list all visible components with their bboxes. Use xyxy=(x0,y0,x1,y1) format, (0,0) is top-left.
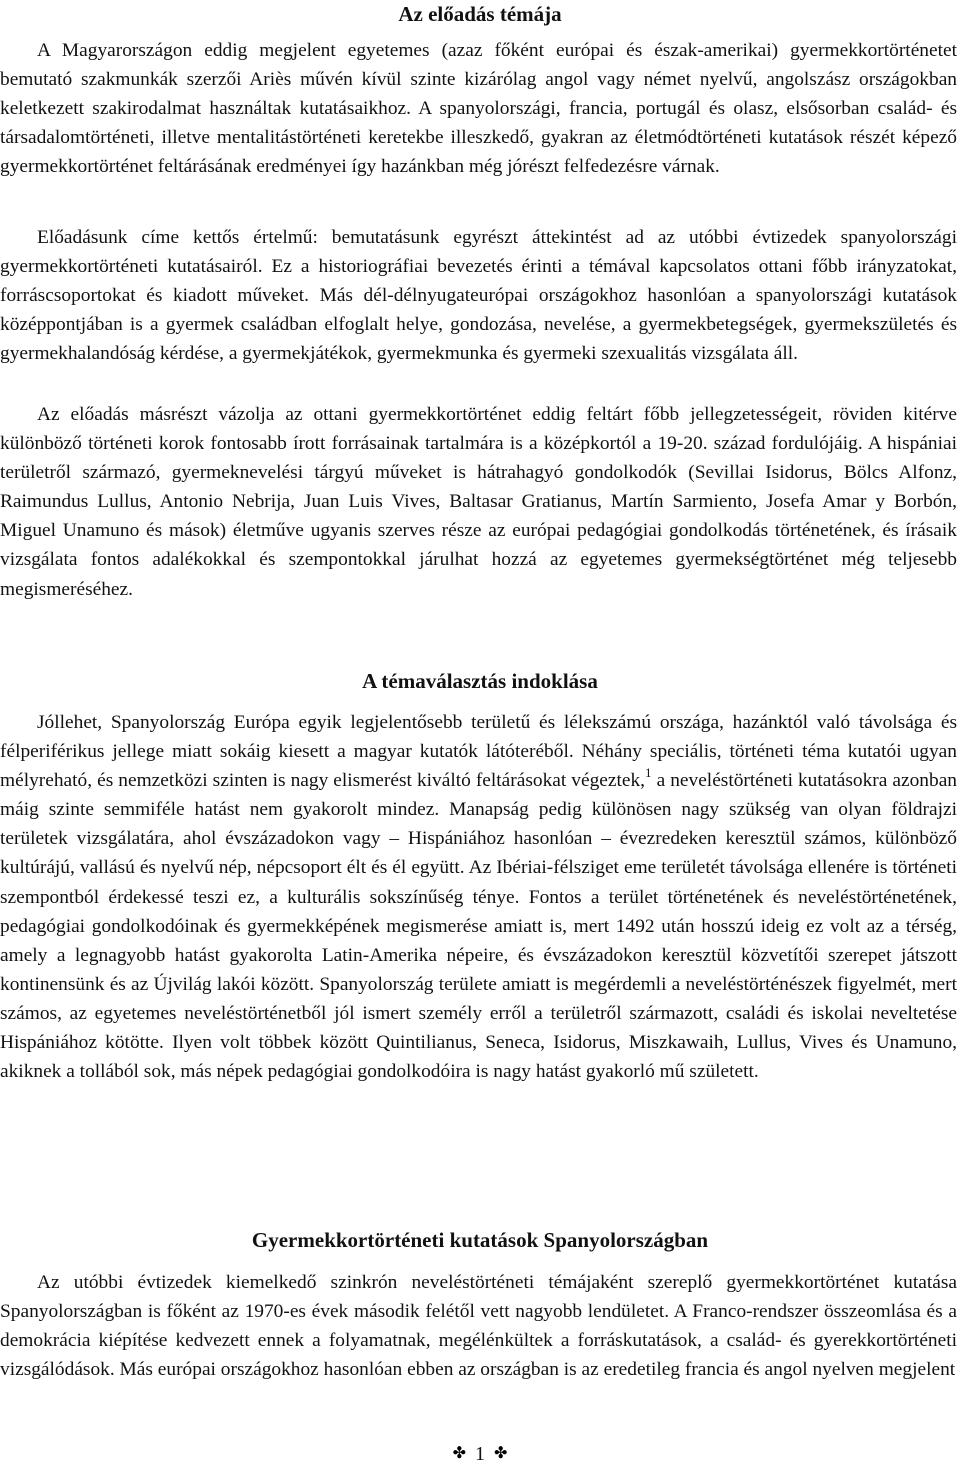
footnote-marker[interactable]: 1 xyxy=(645,764,652,780)
section-title-justification: A témaválasztás indoklása xyxy=(362,669,598,693)
paragraph-topic-1: A Magyarországon eddig megjelent egyetemes (azaz főként európai és észak-amerikai) gyermekkortörténetet bemutató szakmunkák szerzői Ariès művén kívül szinte kizárólag angol vagy német nyelvű, angolszász országokban keletkezett szakirodalmat használtak kutatásaikhoz. A spanyolországi, francia, portugál és olasz, elsősorban család- és társadalomtörténeti, illetve mentalitástörténeti keretekbe illeszkedő, gyakran az életmódtörténeti kutatások részét képező gyermekkortörténet feltárásának eredményei így hazánkban még jórészt felfedezésre várnak. xyxy=(0,40,957,178)
fleuron-icon: ✤ xyxy=(494,1445,508,1463)
fleuron-icon: ✤ xyxy=(452,1445,466,1463)
section-title-research: Gyermekkortörténeti kutatások Spanyolországban xyxy=(251,1228,709,1252)
paragraph-research-1: Az utóbbi évtizedek kiemelkedő szinkrón neveléstörténeti témájaként szereplő gyermekkortörténet kutatása Spanyolországban is főként az 1970-es évek második felétől vett nagyobb lendületet. A Franco-rendszer összeomlása és a demokrácia kiépítése kedvezett ennek a folyamatnak, megélénkültek a forráskutatások, a család- és gyerekkortörténeti vizsgálódások. Más európai országokhoz hasonlóan ebben az országban is az eredetileg francia és angol nyelven megjelent xyxy=(0,1272,957,1381)
paragraph-justification-1 xyxy=(0,708,957,1086)
page-number: 1 xyxy=(475,1443,485,1466)
paragraph-topic-2: Előadásunk címe kettős értelmű: bemutatásunk egyrészt áttekintést ad az utóbbi évtizedek spanyolországi gyermekkortörténeti kutatásairól. Ez a historiográfiai bevezetés érinti a témával kapcsolatos ottani főbb irányzatokat, forráscsoportokat és kiadott műveket. Más dél-délnyugateurópai országokhoz hasonlóan a spanyolországi kutatások középpontjában is a gyermek családban elfoglalt helye, gondozása, nevelése, a gyermekbetegségek, gyermekszületés és gyermekhalandóság kérdése, a gyermekjátékok, gyermekmunka és gyermeki szexualitás vizsgálata áll. xyxy=(0,227,957,365)
paragraph-justification-text-b: a neveléstörténeti kutatásokra azonban máig szinte semmiféle hatást nem gyakorolt mindez. Manapság pedig különösen nagy szükség van olyan földrajzi területek vizsgálatára, ahol évszázadokon vagy – Hispániához hasonlóan – évezredeken keresztül számos, különböző kultúrájú, vallású és nyelvű nép, népcsoport élt és él együtt. Az Ibériai-félsziget eme területét távolsága ellenére is történeti szempontból érdekessé teszi ez, a kulturális sokszínűség ténye. Fontos a terület történetének és neveléstörténetének, pedagógiai gondolkodóinak és gyermekképének megismerése amiatt is, mert 1492 után hosszú ideig ez volt az a térség, amely a legnagyobb hatást gyakorolta Latin-Amerika népeire, és évszázadokon keresztül közvetítői szerepet játszott kontinensünk és az Újvilág lakói között. Spanyolország területe amiatt is megérdemli a neveléstörténészek figyelmét, mert számos, az egyetemes neveléstörténetből jól ismert személy erről a területről származott, családi és iskolai neveltetése Hispániához kötötte. Ilyen volt többek között Quintilianus, Seneca, Isidorus, Miszkawaih, Lullus, Vives és Unamuno, akiknek a tollából sok, más népek pedagógiai gondolkodóira is nagy hatást gyakorló mű született. xyxy=(0,770,957,1083)
paragraph-justification-text-a: Jóllehet, Spanyolország Európa egyik legjelentősebb területű és lélekszámú országa, hazánktól való távolsága és félperiférikus jellege miatt sokáig kiesett a magyar kutatók látóteréből. Néhány speciális, történeti téma kutatói ugyan mélyreható, és nemzetközi szinten is nagy elismerést kiváltó feltárásokat végeztek, xyxy=(0,712,957,792)
paragraph-topic-3: Az előadás másrészt vázolja az ottani gyermekkortörténet eddig feltárt főbb jellegzetességeit, röviden kitérve különböző történeti korok fontosabb írott forrásainak tartalmára is a középkortól a 19-20. század fordulójáig. A hispániai területről származó, gyermeknevelési tárgyú műveket is hátrahagyó gondolkodók (Sevillai Isidorus, Bölcs Alfonz, Raimundus Lullus, Antonio Nebrija, Juan Luis Vives, Baltasar Gratianus, Martín Sarmiento, Josefa Amar y Borbón, Miguel Unamuno és mások) életműve ugyanis szerves része az európai pedagógiai gondolkodás történetének, és írásaik vizsgálata fontos adalékokkal és szempontokkal járulhat hozzá az egyetemes gyermekségtörténet még teljesebb megismeréséhez. xyxy=(0,404,957,600)
page-footer xyxy=(0,1440,960,1467)
section-title-topic: Az előadás témája xyxy=(398,2,562,26)
